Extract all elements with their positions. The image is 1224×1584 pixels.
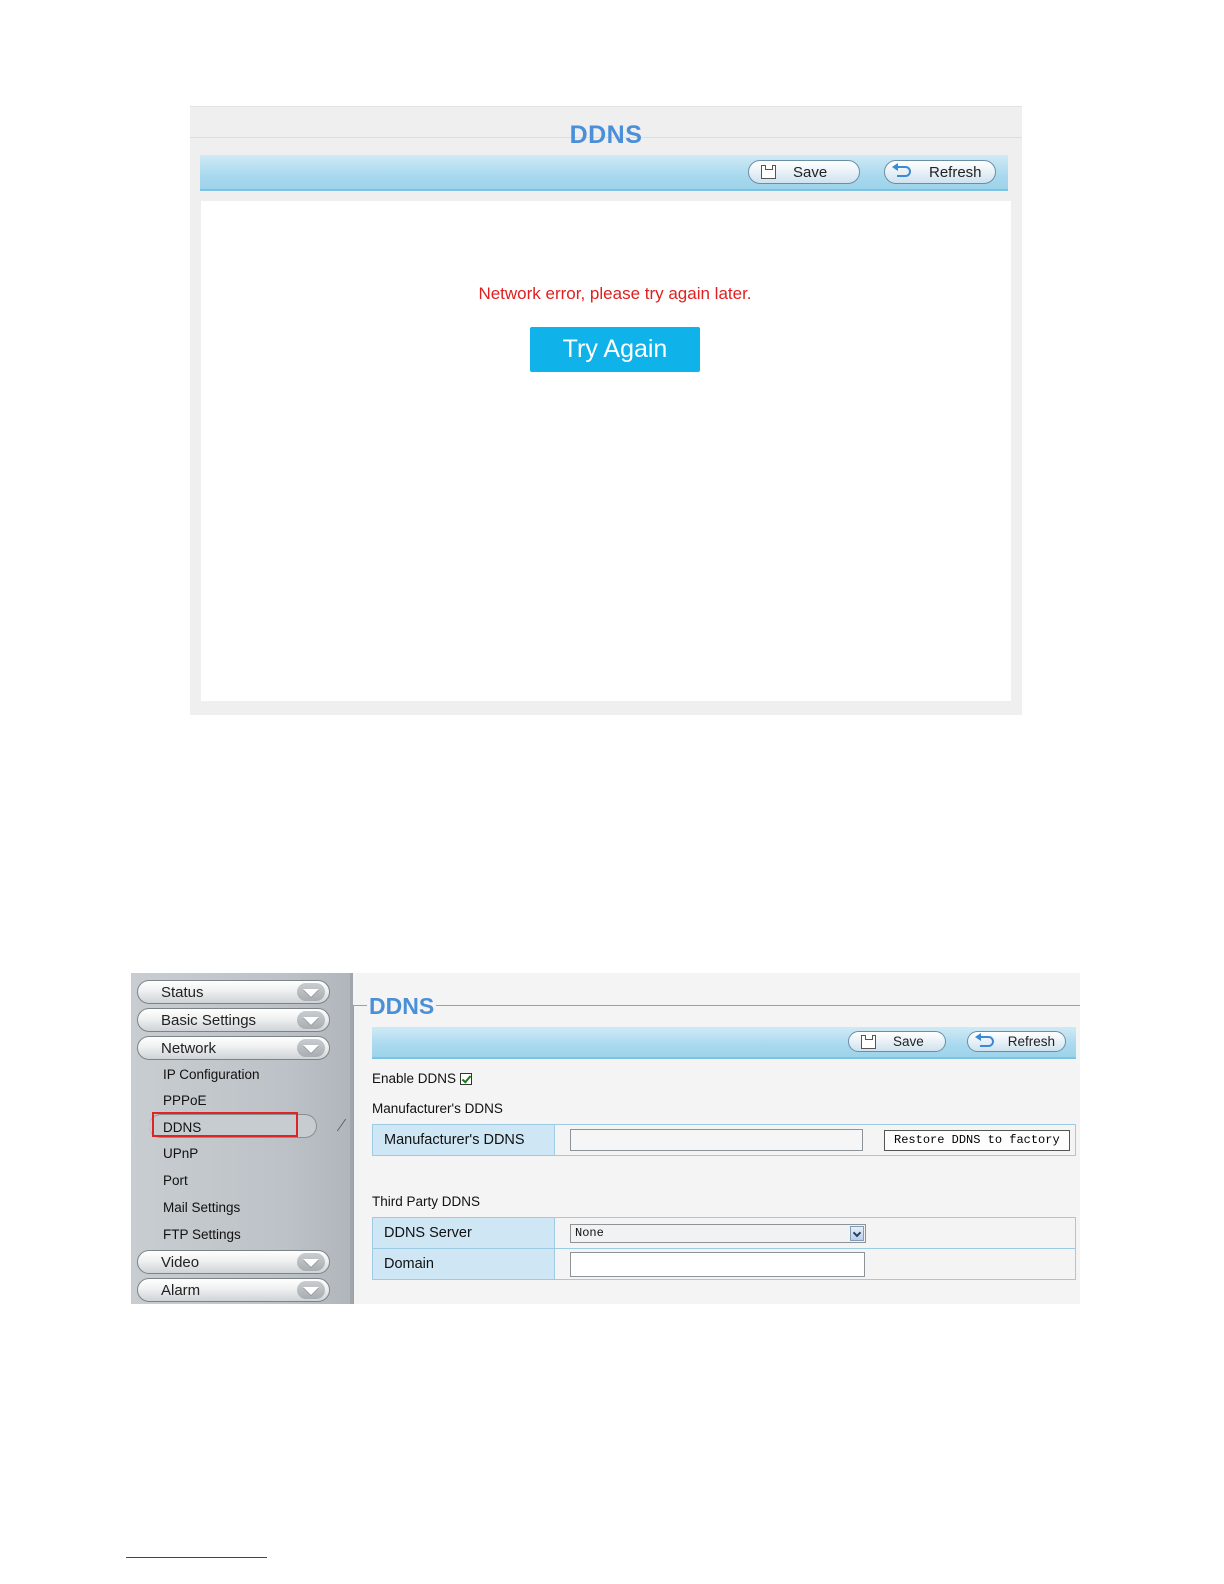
save-label: Save [893, 1034, 924, 1049]
menu-label: Alarm [161, 1282, 201, 1299]
refresh-label: Refresh [1007, 1034, 1055, 1049]
ddns-server-select[interactable] [570, 1224, 866, 1243]
save-label: Save [793, 163, 828, 181]
sidebar-item-ip-configuration[interactable]: IP Configuration [163, 1067, 260, 1082]
ddns-error-screenshot [190, 106, 1022, 715]
sidebar-item-ddns[interactable]: DDNS [163, 1120, 202, 1135]
menu-label: Status [161, 984, 204, 1001]
menu-network[interactable] [137, 1036, 330, 1060]
domain-label: Domain [373, 1249, 555, 1280]
domain-cell [555, 1249, 1076, 1280]
menu-label: Network [161, 1040, 217, 1057]
refresh-icon [895, 164, 915, 180]
try-again-button[interactable]: Try Again [530, 327, 700, 372]
menu-basic-settings[interactable] [137, 1008, 330, 1032]
manufacturer-section-label: Manufacturer's DDNS [372, 1101, 503, 1116]
domain-field[interactable] [570, 1252, 865, 1277]
sidebar-item-ftp-settings[interactable]: FTP Settings [163, 1227, 241, 1242]
refresh-button[interactable] [884, 160, 996, 184]
refresh-icon [978, 1034, 994, 1050]
third-party-section-label: Third Party DDNS [372, 1194, 481, 1209]
chevron-down-icon [303, 1017, 319, 1025]
ddns-server-cell [555, 1218, 1076, 1249]
refresh-label: Refresh [929, 163, 982, 181]
save-button[interactable] [748, 160, 860, 184]
manufacturer-ddns-cell [555, 1125, 1076, 1156]
chevron-down-icon [850, 1226, 864, 1241]
page-title: DDNS [369, 993, 435, 1019]
ddns-server-label: DDNS Server [373, 1218, 555, 1249]
ddns-server-selected: None [575, 1225, 604, 1240]
footer-link-underline [126, 1557, 267, 1558]
sidebar-item-port[interactable]: Port [163, 1173, 188, 1188]
table-row [373, 1218, 1076, 1249]
enable-ddns-checkbox[interactable] [460, 1073, 472, 1085]
sidebar [131, 973, 350, 1304]
sidebar-item-mail-settings[interactable]: Mail Settings [163, 1200, 241, 1215]
page-title: DDNS [569, 121, 643, 149]
toolbar [200, 155, 1008, 191]
table-row [373, 1125, 1076, 1156]
menu-status[interactable] [137, 980, 330, 1004]
toolbar [372, 1027, 1076, 1059]
menu-label: Video [161, 1254, 200, 1271]
menu-label: Basic Settings [161, 1012, 257, 1029]
sidebar-item-pppoe[interactable]: PPPoE [163, 1093, 207, 1108]
enable-ddns-label: Enable DDNS [372, 1071, 457, 1086]
chevron-down-icon [303, 989, 319, 997]
chevron-down-icon [303, 1259, 319, 1267]
menu-video[interactable] [137, 1250, 330, 1274]
menu-alarm[interactable] [137, 1278, 330, 1302]
chevron-down-icon [303, 1045, 319, 1053]
manufacturer-table [372, 1124, 1076, 1156]
refresh-button[interactable] [967, 1031, 1066, 1052]
content-panel [201, 201, 1011, 701]
highlight-box [152, 1112, 298, 1137]
enable-ddns-row [372, 1071, 472, 1086]
save-icon [859, 1034, 879, 1050]
third-party-table [372, 1217, 1076, 1280]
save-button[interactable] [848, 1031, 946, 1052]
save-icon [759, 164, 779, 180]
manufacturer-ddns-field[interactable] [570, 1129, 863, 1151]
table-row [373, 1249, 1076, 1280]
manufacturer-ddns-label: Manufacturer's DDNS [373, 1125, 555, 1156]
error-message: Network error, please try again later. [478, 284, 752, 303]
restore-ddns-button[interactable]: Restore DDNS to factory [884, 1130, 1070, 1151]
chevron-down-icon [303, 1287, 319, 1295]
sidebar-item-upnp[interactable]: UPnP [163, 1146, 199, 1161]
ddns-settings-screenshot [131, 973, 1080, 1304]
